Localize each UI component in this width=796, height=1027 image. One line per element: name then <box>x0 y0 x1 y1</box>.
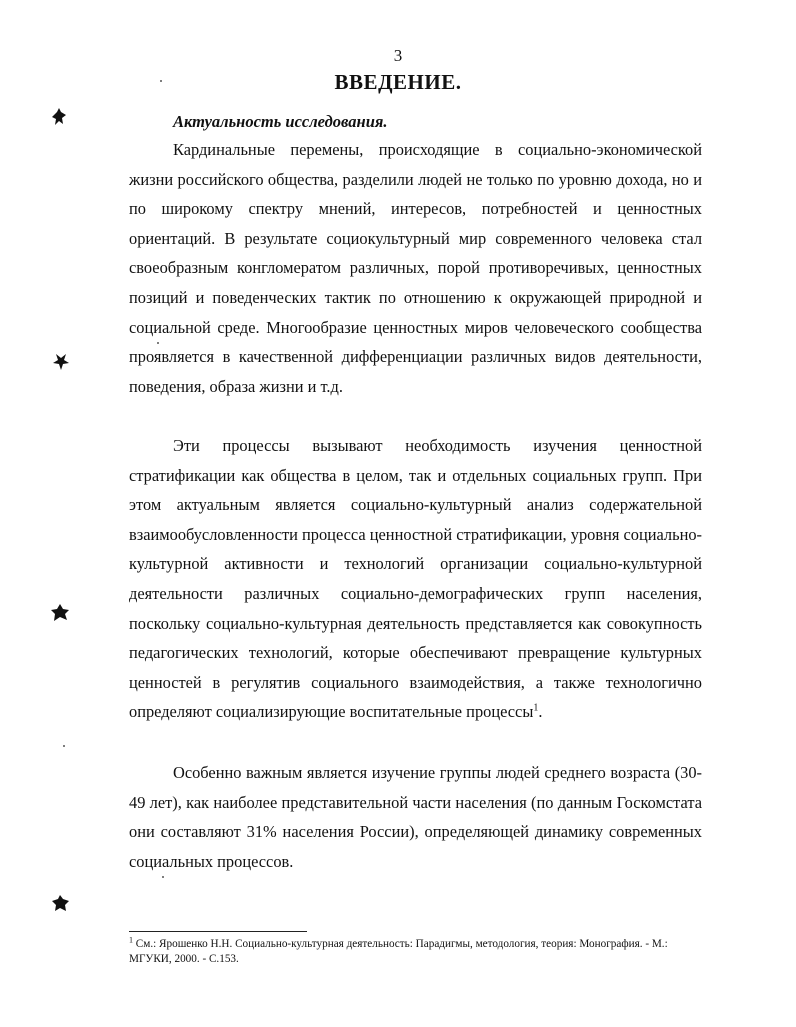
punch-hole-mark-icon <box>50 892 72 914</box>
footnote-divider <box>129 931 307 932</box>
scan-speck <box>63 745 65 747</box>
punch-hole-mark-icon <box>50 350 72 372</box>
paragraph-2-end: . <box>538 702 543 722</box>
paragraph-2 <box>129 431 702 727</box>
footnote-text: См.: Ярошенко Н.Н. Социально-культурная деятельность: Парадигмы, методология, теория: Монография. - М.: МГУКИ, 2000. - С.153. <box>129 938 668 965</box>
scan-speck <box>162 876 164 878</box>
punch-hole-mark-icon <box>49 602 71 624</box>
scan-speck <box>157 342 159 344</box>
scan-speck <box>160 80 162 82</box>
paragraph-2-text: Эти процессы вызывают необходимость изучения ценностной стратификации как общества в целом, так и отдельных социальных групп. При этом актуальным является социально-культурный анализ содержательной взаимообусловленности процесса ценностной стратификации, уровня социально-культурной активности и технологий организации социально-культурной деятельности различных социально-демографических групп населения, поскольку социально-культурная деятельность представляется как совокупность педагогических технологий, которые обеспечивают превращение культурных ценностей в регулятив социального взаимодействия, а также технологично определяют социализирующие воспитательные процессы <box>129 436 702 722</box>
section-subheading: Актуальность исследования. <box>173 112 388 131</box>
footnote <box>129 937 689 967</box>
page-number: 3 <box>393 46 403 65</box>
footnote-reference[interactable]: 1 <box>533 702 539 714</box>
page-title: ВВЕДЕНИЕ. <box>334 70 462 94</box>
paragraph-3: Особенно важным является изучение группы людей среднего возраста (30-49 лет), как наиболее представительной части населения (по данным Госкомстата они составляют 31% населения России), определяющей динамику современных социальных процессов. <box>129 763 702 871</box>
paragraph-1: Кардинальные перемены, происходящие в социально-экономической жизни российского общества, разделили людей не только по уровню дохода, но и по широкому спектру мнений, интересов, потребностей и ценностных ориентаций. В результате социокультурный мир современного человека стал своеобразным конгломератом различных, порой противоречивых, ценностных позиций и поведенческих тактик по отношению к окружающей природной и социальной среде. Многообразие ценностных миров человеческого сообщества проявляется в качественной дифференциации различных видов деятельности, поведения, образа жизни и т.д. <box>129 140 702 396</box>
punch-hole-mark-icon <box>48 106 70 128</box>
footnote-marker: 1 <box>129 935 133 945</box>
